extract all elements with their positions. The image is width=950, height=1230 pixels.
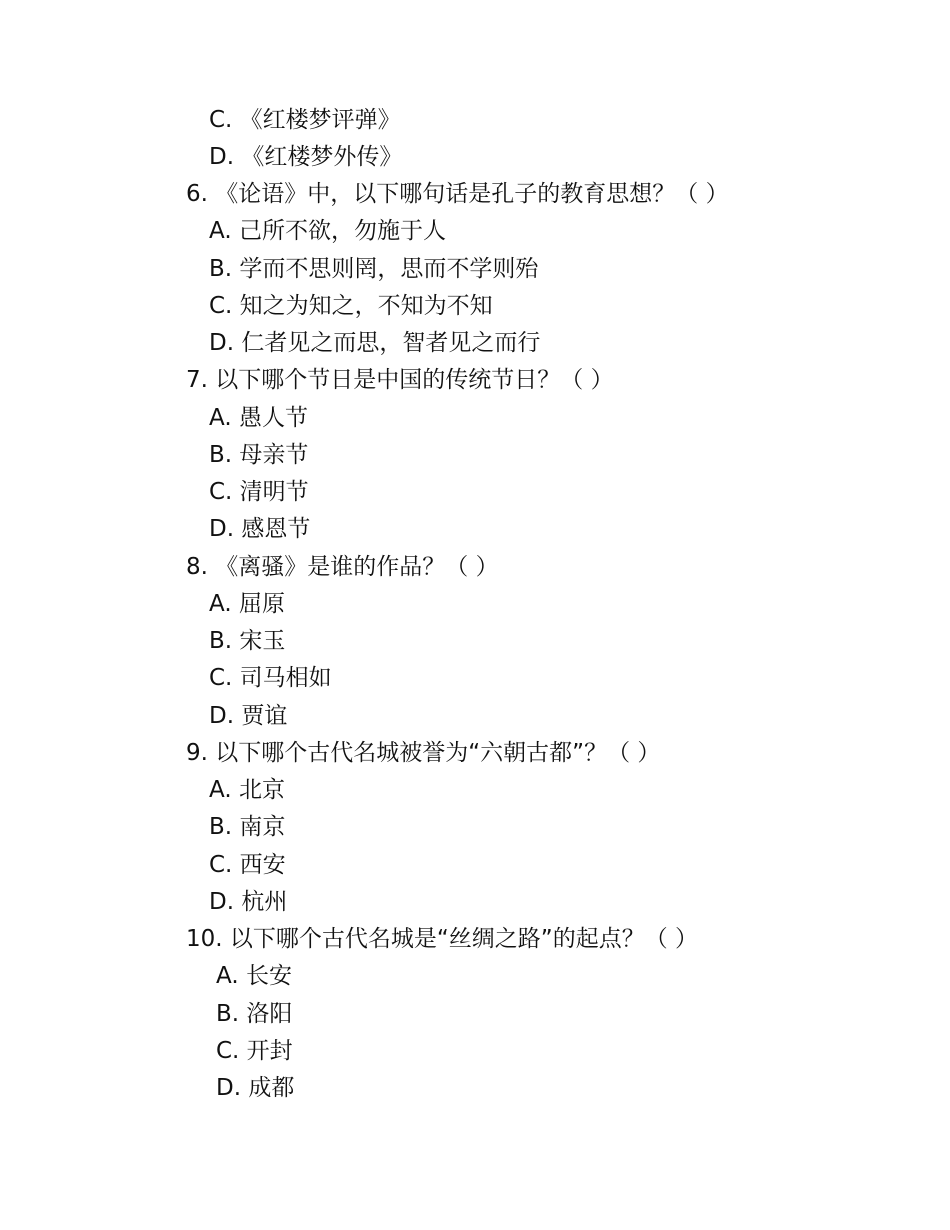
option-9d: D. 杭州 — [209, 889, 288, 915]
option-8c: C. 司马相如 — [209, 665, 332, 691]
option-7c: C. 清明节 — [209, 479, 309, 505]
option-8b: B. 宋玉 — [209, 628, 286, 654]
option-8d: D. 贾谊 — [209, 703, 288, 729]
question-7: 7. 以下哪个节日是中国的传统节日？（ ） — [186, 367, 614, 393]
option-9b: B. 南京 — [209, 814, 286, 840]
option-6d: D. 仁者见之而思，智者见之而行 — [209, 330, 541, 356]
option-6b: B. 学而不思则罔，思而不学则殆 — [209, 256, 539, 282]
question-8: 8. 《离骚》是谁的作品？（ ） — [186, 554, 499, 580]
option-10d: D. 成都 — [216, 1075, 295, 1101]
option-6c: C. 知之为知之，不知为不知 — [209, 293, 493, 319]
option-10c: C. 开封 — [216, 1038, 293, 1064]
option-5d: D. 《红楼梦外传》 — [209, 144, 403, 170]
option-5c: C. 《红楼梦评弹》 — [209, 107, 401, 133]
option-7b: B. 母亲节 — [209, 442, 309, 468]
question-9: 9. 以下哪个古代名城被誉为“六朝古都”？（ ） — [186, 740, 661, 766]
option-6a: A. 己所不欲，勿施于人 — [209, 218, 446, 244]
question-6: 6. 《论语》中，以下哪句话是孔子的教育思想？（ ） — [186, 181, 729, 207]
option-10b: B. 洛阳 — [216, 1001, 293, 1027]
option-9a: A. 北京 — [209, 777, 285, 803]
option-8a: A. 屈原 — [209, 591, 285, 617]
question-10: 10. 以下哪个古代名城是“丝绸之路”的起点？（ ） — [186, 926, 699, 952]
option-7a: A. 愚人节 — [209, 405, 308, 431]
option-10a: A. 长安 — [216, 963, 292, 989]
option-7d: D. 感恩节 — [209, 516, 311, 542]
option-9c: C. 西安 — [209, 852, 286, 878]
